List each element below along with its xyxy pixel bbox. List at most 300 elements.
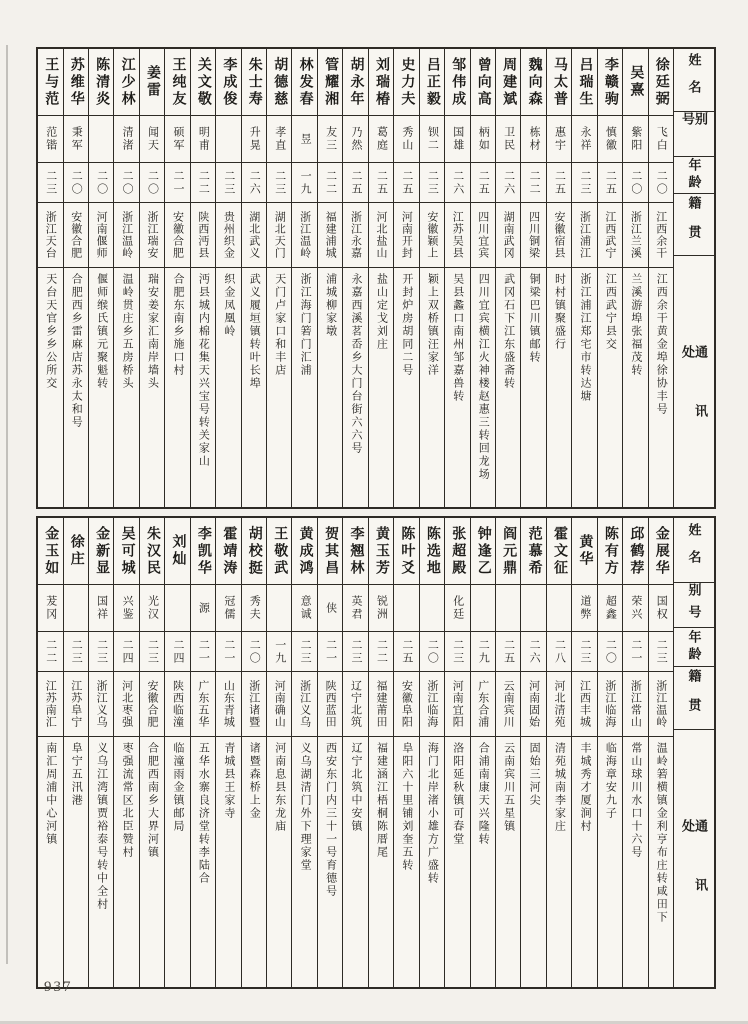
person-alias: 荣兴	[623, 585, 647, 632]
person-column	[597, 49, 622, 507]
person-alias: 紫阳	[623, 116, 647, 163]
person-column	[444, 518, 469, 987]
person-native-place: 河南固始	[521, 672, 545, 737]
header-age: 年龄	[674, 628, 714, 667]
person-name: 吕正毅	[420, 49, 444, 116]
person-name: 魏向森	[521, 49, 545, 116]
person-native-place: 广东合浦	[471, 672, 495, 737]
person-age: 二五	[343, 163, 367, 203]
person-native-place: 河北盐山	[369, 203, 393, 268]
person-name: 林发春	[292, 49, 316, 116]
person-column	[368, 49, 393, 507]
person-native-place: 浙江温岭	[114, 203, 138, 268]
person-column	[419, 49, 444, 507]
person-age: 二〇	[89, 163, 113, 203]
person-name: 史力夫	[394, 49, 418, 116]
person-column	[317, 518, 342, 987]
person-column	[266, 49, 291, 507]
person-column	[622, 49, 647, 507]
person-address: 时村镇聚盛行	[553, 273, 566, 351]
person-column	[622, 518, 647, 987]
person-column	[164, 49, 189, 507]
person-column	[215, 49, 240, 507]
person-native-place: 江苏南汇	[38, 672, 62, 737]
person-alias: 秉军	[64, 116, 88, 163]
person-name: 徐廷弼	[649, 49, 673, 116]
person-name: 徐庄	[64, 518, 88, 585]
person-address: 临海章安九子	[604, 742, 617, 820]
person-name: 关文敬	[191, 49, 215, 116]
person-alias: 秀夫	[242, 585, 266, 632]
person-age: 二四	[114, 632, 138, 672]
person-address: 温岭贯庄乡五房桥头	[121, 273, 134, 390]
person-column	[88, 518, 113, 987]
person-name: 黄成鸿	[292, 518, 316, 585]
person-column	[470, 49, 495, 507]
person-address: 清苑城南李家庄	[553, 742, 566, 833]
person-address: 云南宾川五星镇	[502, 742, 515, 833]
person-native-place: 浙江温岭	[292, 203, 316, 268]
person-native-place: 浙江温岭	[649, 672, 673, 737]
person-address: 固始三河尖	[528, 742, 541, 807]
person-native-place: 浙江浦江	[572, 203, 596, 268]
person-alias: 清渚	[114, 116, 138, 163]
person-column	[571, 49, 596, 507]
person-name: 霍靖涛	[216, 518, 240, 585]
person-column	[113, 49, 138, 507]
person-address: 临潼雨金镇邮局	[171, 742, 184, 833]
person-age: 二三	[89, 632, 113, 672]
person-column	[546, 49, 571, 507]
person-name: 范慕希	[521, 518, 545, 585]
person-alias: 意诚	[292, 585, 316, 632]
person-column	[38, 518, 62, 987]
person-alias: 茇冈	[38, 585, 62, 632]
person-address: 枣强流常区北臣赞村	[121, 742, 134, 859]
person-address: 合肥西乡雷麻店苏永太和号	[70, 273, 83, 429]
person-address: 丰城秀才厦涧村	[578, 742, 591, 833]
person-native-place: 江苏吴县	[445, 203, 469, 268]
person-alias	[394, 585, 418, 632]
person-name: 陈叶爻	[394, 518, 418, 585]
person-alias: 国权	[649, 585, 673, 632]
person-alias: 冠儒	[216, 585, 240, 632]
person-column	[241, 49, 266, 507]
person-age: 二三	[140, 632, 164, 672]
person-native-place: 陕西沔县	[191, 203, 215, 268]
header-column	[673, 518, 714, 987]
person-alias: 兴鉴	[114, 585, 138, 632]
person-address: 合肥东南乡施口村	[171, 273, 184, 377]
person-age: 二〇	[140, 163, 164, 203]
person-alias: 英君	[343, 585, 367, 632]
person-age: 二〇	[420, 632, 444, 672]
person-address: 五华水寨良济堂转李陆合	[197, 742, 210, 885]
person-alias	[64, 585, 88, 632]
person-address: 偃师缑氏镇元聚魁转	[95, 273, 108, 390]
person-name: 胡德慈	[267, 49, 291, 116]
person-age: 二二	[38, 632, 62, 672]
person-address: 合浦南康天兴隆转	[477, 742, 490, 846]
person-native-place: 浙江兰溪	[623, 203, 647, 268]
person-column	[291, 518, 316, 987]
person-native-place: 山东青城	[216, 672, 240, 737]
person-native-place: 四川铜梁	[521, 203, 545, 268]
person-native-place: 辽宁北筑	[343, 672, 367, 737]
person-address: 浙江浦江郑宅市转达塘	[578, 273, 591, 403]
person-address: 南汇周浦中心河镇	[44, 742, 57, 846]
person-alias: 国雄	[445, 116, 469, 163]
person-name: 金玉如	[38, 518, 62, 585]
person-age: 二五	[394, 632, 418, 672]
person-age: 二二	[521, 163, 545, 203]
person-address: 天台天官乡乡公所交	[44, 273, 57, 390]
person-age: 二三	[572, 632, 596, 672]
person-native-place: 湖北武义	[242, 203, 266, 268]
person-address: 温岭箬横镇金利亨布庄转咸田下	[655, 742, 668, 924]
person-column	[419, 518, 444, 987]
person-native-place: 安徽阜阳	[394, 672, 418, 737]
person-column	[241, 518, 266, 987]
person-address: 常山球川水口十六号	[629, 742, 642, 859]
person-column	[317, 49, 342, 507]
person-address: 兰溪游埠张福茂转	[629, 273, 642, 377]
person-native-place: 浙江义乌	[292, 672, 316, 737]
person-alias	[521, 585, 545, 632]
person-name: 邱鹤荐	[623, 518, 647, 585]
header-alias: 别号	[674, 583, 714, 628]
person-alias: 柄如	[471, 116, 495, 163]
person-native-place: 江西武宁	[598, 203, 622, 268]
person-name: 陈有方	[598, 518, 622, 585]
person-alias: 国祥	[89, 585, 113, 632]
person-native-place: 江西余干	[649, 203, 673, 268]
person-address: 洛阳延秋镇可春堂	[451, 742, 464, 846]
person-name: 江少林	[114, 49, 138, 116]
person-column	[291, 49, 316, 507]
person-name: 吴熹	[623, 49, 647, 116]
person-name: 王纯友	[165, 49, 189, 116]
person-age: 二一	[191, 632, 215, 672]
person-alias	[89, 116, 113, 163]
person-alias: 永祥	[572, 116, 596, 163]
person-name: 管耀湘	[318, 49, 342, 116]
person-column	[368, 518, 393, 987]
person-alias: 葛庭	[369, 116, 393, 163]
person-age: 二三	[420, 163, 444, 203]
person-name: 陈清炎	[89, 49, 113, 116]
person-age: 二三	[38, 163, 62, 203]
person-name: 吴可城	[114, 518, 138, 585]
person-alias: 明甫	[191, 116, 215, 163]
person-address: 铜梁巴川镇邮转	[528, 273, 541, 364]
person-age: 二五	[496, 632, 520, 672]
person-age: 二三	[572, 163, 596, 203]
person-name: 马太普	[547, 49, 571, 116]
person-column	[215, 518, 240, 987]
person-column	[139, 518, 164, 987]
person-native-place: 河南宜阳	[445, 672, 469, 737]
person-name: 李翘林	[343, 518, 367, 585]
header-alias: 别号	[674, 112, 714, 156]
person-name: 刘瑞椿	[369, 49, 393, 116]
header-address: 通讯处	[680, 344, 708, 463]
person-name: 李成俊	[216, 49, 240, 116]
person-address: 织金凤凰岭	[222, 273, 235, 338]
person-name: 霍文征	[547, 518, 571, 585]
person-column	[266, 518, 291, 987]
person-age: 二六	[242, 163, 266, 203]
person-name: 胡永年	[343, 49, 367, 116]
person-alias	[165, 585, 189, 632]
person-age: 二〇	[623, 163, 647, 203]
person-native-place: 安徽宿县	[547, 203, 571, 268]
person-alias: 乃然	[343, 116, 367, 163]
person-native-place: 安徽合肥	[140, 672, 164, 737]
person-name: 阎元鼎	[496, 518, 520, 585]
person-alias	[420, 585, 444, 632]
person-native-place: 浙江临海	[420, 672, 444, 737]
person-address: 沔县城内棉花集天兴宝号转关家山	[197, 273, 210, 468]
person-age: 二二	[369, 632, 393, 672]
person-name: 李赣驹	[598, 49, 622, 116]
person-address: 永嘉西溪茗岙乡大门台街六六号	[350, 273, 363, 455]
person-native-place: 福建浦城	[318, 203, 342, 268]
person-alias: 超鑫	[598, 585, 622, 632]
person-column	[520, 49, 545, 507]
person-address: 青城县王家寺	[222, 742, 235, 820]
person-name: 陈选地	[420, 518, 444, 585]
person-address: 浙江海门箬门汇浦	[299, 273, 312, 377]
person-address: 武冈石下江东盛斋转	[502, 273, 515, 390]
person-alias: 范锴	[38, 116, 62, 163]
person-native-place: 河北枣强	[114, 672, 138, 737]
person-native-place: 浙江诸暨	[242, 672, 266, 737]
person-age: 二五	[394, 163, 418, 203]
person-age: 二〇	[64, 163, 88, 203]
person-name: 刘灿	[165, 518, 189, 585]
person-alias: 锐洲	[369, 585, 393, 632]
page-number: 937	[44, 979, 73, 995]
person-column	[113, 518, 138, 987]
person-alias: 惠宇	[547, 116, 571, 163]
person-address: 义乌江湾镇贾裕泰号转中全村	[95, 742, 108, 911]
person-name: 王敬武	[267, 518, 291, 585]
person-address: 瑞安姜家汇南岸墙头	[146, 273, 159, 390]
person-native-place: 浙江常山	[623, 672, 647, 737]
person-native-place: 贵州织金	[216, 203, 240, 268]
header-age: 年龄	[674, 157, 714, 195]
person-native-place: 浙江永嘉	[343, 203, 367, 268]
person-native-place: 安徽合肥	[165, 203, 189, 268]
person-address: 河南息县东龙庙	[273, 742, 286, 833]
person-alias: 栋材	[521, 116, 545, 163]
person-address: 阜阳六十里铺刘奎五转	[400, 742, 413, 872]
person-age: 二五	[547, 163, 571, 203]
person-native-place: 浙江天台	[38, 203, 62, 268]
person-age: 二〇	[598, 632, 622, 672]
person-native-place: 湖北天门	[267, 203, 291, 268]
person-native-place: 浙江义乌	[89, 672, 113, 737]
person-age: 二三	[649, 632, 673, 672]
person-age: 二三	[445, 632, 469, 672]
person-alias: 孝直	[267, 116, 291, 163]
person-alias: 闻天	[140, 116, 164, 163]
person-column	[164, 518, 189, 987]
person-address: 西安东门内三十一号育德号	[324, 742, 337, 898]
person-native-place: 湖南武冈	[496, 203, 520, 268]
person-age: 二八	[547, 632, 571, 672]
person-name: 朱士寿	[242, 49, 266, 116]
person-address: 阜宁五汛港	[70, 742, 83, 807]
person-alias: 钡二	[420, 116, 444, 163]
person-address: 盐山定戈刘庄	[375, 273, 388, 351]
person-name: 周建斌	[496, 49, 520, 116]
person-address: 诸暨森桥上金	[248, 742, 261, 820]
person-address: 颖上双桥镇汪家洋	[426, 273, 439, 377]
person-alias	[471, 585, 495, 632]
person-column	[88, 49, 113, 507]
person-column	[571, 518, 596, 987]
person-column	[648, 49, 673, 507]
person-alias: 秀山	[394, 116, 418, 163]
person-column	[393, 49, 418, 507]
person-alias: 友三	[318, 116, 342, 163]
person-name: 吕瑞生	[572, 49, 596, 116]
person-native-place: 浙江临海	[598, 672, 622, 737]
directory-table-bottom	[36, 516, 716, 989]
header-name: 姓名	[674, 518, 714, 583]
person-alias: 慎徽	[598, 116, 622, 163]
person-alias: 昱	[292, 116, 316, 163]
person-address: 吴县蠡口南州邹嘉兽转	[451, 273, 464, 403]
person-column	[495, 49, 520, 507]
directory-table-top	[36, 47, 716, 509]
person-alias: 源	[191, 585, 215, 632]
person-native-place: 河南开封	[394, 203, 418, 268]
person-age: 一九	[267, 632, 291, 672]
person-age: 二三	[292, 632, 316, 672]
person-age: 二三	[343, 632, 367, 672]
person-native-place: 陕西蓝田	[318, 672, 342, 737]
person-age: 二二	[318, 163, 342, 203]
person-alias	[547, 585, 571, 632]
person-alias	[216, 116, 240, 163]
person-address: 四川宜宾横江火神楼赵惠三转回龙场	[477, 273, 490, 481]
person-alias	[496, 585, 520, 632]
person-name: 苏维华	[64, 49, 88, 116]
person-native-place: 云南宾川	[496, 672, 520, 737]
person-column	[393, 518, 418, 987]
person-column	[139, 49, 164, 507]
person-column	[63, 518, 88, 987]
person-column	[38, 49, 62, 507]
person-column	[342, 49, 367, 507]
person-name: 金新显	[89, 518, 113, 585]
person-name: 金展华	[649, 518, 673, 585]
person-age: 二三	[267, 163, 291, 203]
header-native: 籍贯	[674, 667, 714, 730]
person-alias: 光汉	[140, 585, 164, 632]
person-age: 二一	[165, 163, 189, 203]
person-column	[444, 49, 469, 507]
header-column	[673, 49, 714, 507]
person-address: 义乌湖清门外下理家堂	[299, 742, 312, 872]
person-age: 二五	[471, 163, 495, 203]
person-name: 黄华	[572, 518, 596, 585]
person-name: 李凯华	[191, 518, 215, 585]
person-age: 二〇	[114, 163, 138, 203]
person-native-place: 陕西临潼	[165, 672, 189, 737]
person-native-place: 江苏阜宁	[64, 672, 88, 737]
person-alias: 飞白	[649, 116, 673, 163]
person-name: 王与范	[38, 49, 62, 116]
person-name: 张超殿	[445, 518, 469, 585]
person-name: 钟逢乙	[471, 518, 495, 585]
person-native-place: 福建莆田	[369, 672, 393, 737]
person-address: 辽宁北筑中安镇	[350, 742, 363, 833]
person-native-place: 广东五华	[191, 672, 215, 737]
person-age: 二一	[318, 632, 342, 672]
person-address: 天门卢家口和丰店	[273, 273, 286, 377]
person-alias	[267, 585, 291, 632]
person-age: 二六	[445, 163, 469, 203]
person-age: 一九	[292, 163, 316, 203]
header-name: 姓名	[674, 49, 714, 112]
person-alias: 升晃	[242, 116, 266, 163]
person-alias: 侠	[318, 585, 342, 632]
person-name: 姜雷	[140, 49, 164, 116]
person-address: 开封炉房胡同二号	[400, 273, 413, 377]
person-name: 贺其昌	[318, 518, 342, 585]
person-alias: 化廷	[445, 585, 469, 632]
person-age: 二三	[216, 163, 240, 203]
person-column	[546, 518, 571, 987]
person-address: 福建涵江梧桐陈厝尾	[375, 742, 388, 859]
person-column	[648, 518, 673, 987]
person-native-place: 江西丰城	[572, 672, 596, 737]
person-native-place: 浙江瑞安	[140, 203, 164, 268]
person-alias: 卫民	[496, 116, 520, 163]
scan-artifact-left-edge	[6, 45, 8, 964]
person-column	[470, 518, 495, 987]
person-name: 胡校挺	[242, 518, 266, 585]
person-column	[495, 518, 520, 987]
person-native-place: 河北清苑	[547, 672, 571, 737]
person-address: 江西武宁县交	[604, 273, 617, 351]
person-age: 二〇	[649, 163, 673, 203]
person-age: 二五	[369, 163, 393, 203]
person-age: 二四	[165, 632, 189, 672]
person-name: 黄玉芳	[369, 518, 393, 585]
person-age: 二六	[496, 163, 520, 203]
person-native-place: 安徽合肥	[64, 203, 88, 268]
person-address: 合肥西南乡大界河镇	[146, 742, 159, 859]
person-column	[190, 49, 215, 507]
person-age: 二六	[521, 632, 545, 672]
person-column	[63, 49, 88, 507]
person-column	[342, 518, 367, 987]
person-age: 二一	[216, 632, 240, 672]
header-native: 籍贯	[674, 194, 714, 255]
person-age: 二三	[64, 632, 88, 672]
person-age: 二〇	[242, 632, 266, 672]
person-address: 武义履垣镇转叶长埠	[248, 273, 261, 390]
person-native-place: 河南偃师	[89, 203, 113, 268]
person-address: 浦城柳家墩	[324, 273, 337, 338]
person-address: 海门北岸渚小雄方广盛转	[426, 742, 439, 885]
person-name: 邹伟成	[445, 49, 469, 116]
